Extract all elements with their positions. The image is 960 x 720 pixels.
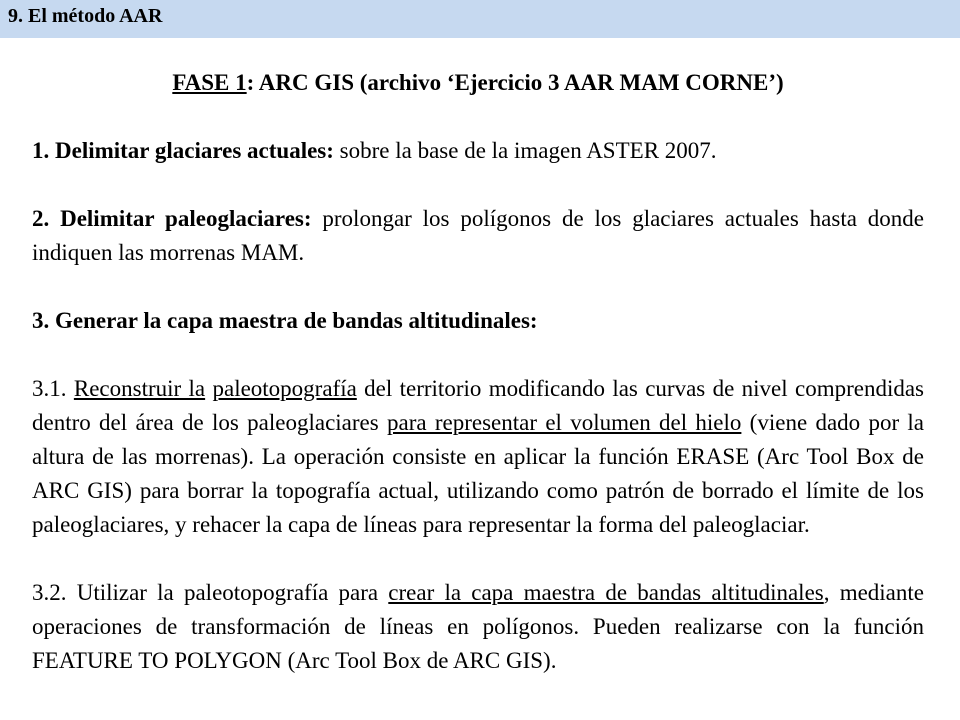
step-3-1-text-d: (viene dado por la altura de las morrenas). La operación consiste en aplicar la función ERASE (Arc Tool Box de ARC GIS) para borrar la topografía actual, utilizando como patrón de borrado el límite de los paleoglaciares, y rehacer la capa de líneas para representar la forma del paleoglaciar. bbox=[32, 410, 925, 537]
step-1-heading: 1. Delimitar glaciares actuales: bbox=[32, 138, 334, 163]
step-1 bbox=[32, 134, 924, 168]
slide-content bbox=[32, 66, 924, 678]
step-3-2-text-a: 3.2. Utilizar la paleotopografía para bbox=[32, 580, 389, 605]
step-2-text: prolongar los polígonos de los glaciares actuales hasta donde indiquen las morrenas MAM. bbox=[32, 206, 924, 265]
step-3 bbox=[32, 304, 924, 338]
spacer bbox=[32, 168, 924, 202]
spacer bbox=[32, 270, 924, 304]
step-3-1 bbox=[32, 372, 924, 542]
step-3-heading: 3. Generar la capa maestra de bandas altitudinales: bbox=[32, 308, 538, 333]
phase-label: FASE 1 bbox=[172, 70, 247, 95]
header-bar bbox=[0, 0, 960, 38]
step-3-1-underline-c: para representar el volumen del hielo bbox=[387, 410, 742, 435]
step-3-2-underline-a: crear la capa maestra de bandas altitudinales bbox=[388, 580, 824, 605]
step-2 bbox=[32, 202, 924, 270]
step-2-heading: 2. Delimitar paleoglaciares: bbox=[32, 206, 312, 231]
phase-title-rest: : ARC GIS (archivo ‘Ejercicio 3 AAR MAM CORNE’) bbox=[246, 70, 784, 95]
phase-title bbox=[32, 66, 924, 100]
step-3-2-text-b: , mediante operaciones de transformación de líneas en polígonos. Pueden realizarse con la función FEATURE TO POLYGON (Arc Tool Box de ARC GIS). bbox=[32, 580, 924, 673]
spacer bbox=[32, 100, 924, 134]
spacer bbox=[32, 338, 924, 372]
step-3-1-underline-a: Reconstruir la bbox=[73, 376, 206, 401]
step-3-2 bbox=[32, 576, 924, 678]
step-3-1-text-a: 3.1. bbox=[32, 376, 74, 401]
step-1-text: sobre la base de la imagen ASTER 2007. bbox=[333, 138, 717, 163]
section-title: 9. El método AAR bbox=[8, 5, 163, 27]
step-3-1-underline-b: paleotopografía bbox=[212, 376, 357, 401]
step-3-1-text-c: del territorio modificando las curvas de nivel comprendidas dentro del área de los paleoglaciares bbox=[32, 376, 925, 435]
spacer bbox=[32, 542, 924, 576]
